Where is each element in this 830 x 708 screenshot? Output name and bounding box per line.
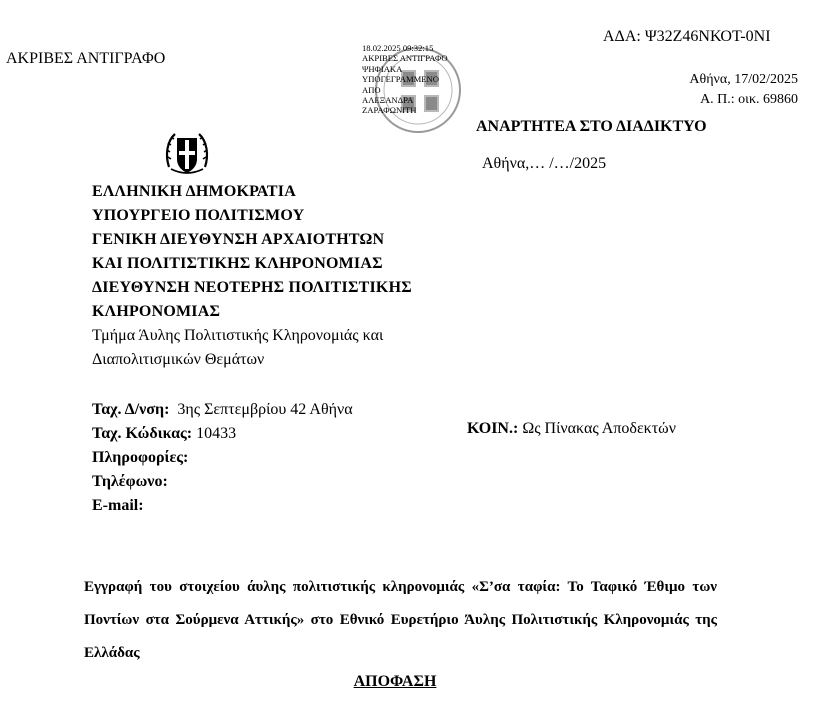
phone-row [92, 470, 353, 494]
email-label: E-mail: [92, 497, 144, 514]
greek-coat-of-arms-icon [163, 129, 211, 177]
address-label: Ταχ. Δ/νση: [92, 401, 170, 418]
koin-value: Ως Πίνακας Αποδεκτών [522, 420, 676, 437]
ada-code: ΑΔΑ: Ψ32Ζ46ΝΚΟΤ-0ΝΙ [603, 28, 771, 45]
stamp-line: ΑΚΡΙΒΕΣ ΑΝΤΙΓΡΑΦΟ [362, 53, 448, 64]
issuing-authority [92, 180, 412, 324]
stamp-line: ΨΗΦΙΑΚΑ [362, 63, 403, 74]
authority-line: ΥΠΟΥΡΓΕΙΟ ΠΟΛΙΤΙΣΜΟΥ [92, 207, 305, 224]
stamp-line: 18.02.2025 09:32:15 [362, 43, 434, 53]
contact-block [92, 398, 353, 518]
postcode-label: Ταχ. Κώδικας: [92, 425, 193, 442]
postcode-value: 10433 [196, 425, 237, 442]
department-line: Τμήμα Άυλης Πολιτιστικής Κληρονομιάς και [92, 327, 384, 344]
address-value: 3ης Σεπτεμβρίου 42 Αθήνα [177, 401, 353, 418]
authority-line: ΚΛΗΡΟΝΟΜΙΑΣ [92, 303, 221, 320]
exact-copy-label: ΑΚΡΙΒΕΣ ΑΝΤΙΓΡΑΦΟ [6, 50, 166, 67]
digital-signature-stamp [358, 40, 466, 142]
issue-date: Αθήνα, 17/02/2025 [689, 72, 798, 87]
department-line: Διαπολιτισμικών Θεμάτων [92, 351, 265, 368]
post-online-notice: ΑΝΑΡΤΗΤΕΑ ΣΤΟ ΔΙΑΔΙΚΤΥΟ [476, 118, 707, 135]
protocol-number: Α. Π.: οικ. 69860 [700, 92, 798, 107]
authority-line: ΚΑΙ ΠΟΛΙΤΙΣΤΙΚΗΣ ΚΛΗΡΟΝΟΜΙΑΣ [92, 255, 383, 272]
authority-line: ΔΙΕΥΘΥΝΣΗ ΝΕΟΤΕΡΗΣ ΠΟΛΙΤΙΣΤΙΚΗΣ [92, 279, 412, 296]
stamp-line: ΑΠΟ [362, 84, 381, 95]
authority-line: ΓΕΝΙΚΗ ΔΙΕΥΘΥΝΣΗ ΑΡΧΑΙΟΤΗΤΩΝ [92, 231, 385, 248]
authority-line: ΕΛΛΗΝΙΚΗ ΔΗΜΟΚΡΑΤΙΑ [92, 183, 296, 200]
recipients-cc [467, 420, 676, 438]
phone-label: Τηλέφωνο: [92, 473, 168, 490]
decision-title: ΑΠΟΦΑΣΗ [353, 673, 437, 690]
info-label: Πληροφορίες: [92, 449, 189, 466]
email-row [92, 494, 353, 518]
koin-label: ΚΟΙΝ.: [467, 420, 519, 437]
department [92, 324, 383, 372]
postcode-row [92, 422, 353, 446]
stamp-line: ΑΛΕΞΑΝΔΡΑ [362, 95, 414, 106]
stamp-line: ΥΠΟΓΕΓΡΑΜΜΕΝΟ [362, 74, 439, 85]
address-row [92, 398, 353, 422]
date-placeholder: Αθήνα,… /…/2025 [482, 155, 607, 172]
info-row [92, 446, 353, 470]
stamp-line: ΖΑΡΑΦΩΝΙΤΗ [362, 105, 417, 116]
subject-text: Εγγραφή του στοιχείου άυλης πολιτιστικής κληρονομιάς «Σ’σα ταφία: Το Ταφικό Έθιμο των Ποντίων στα Σούρμενα Αττικής» στο Εθνικό Ευρετήριο Άυλης Πολιτιστικής Κληρονομιάς της Ελλάδας [84, 579, 717, 661]
